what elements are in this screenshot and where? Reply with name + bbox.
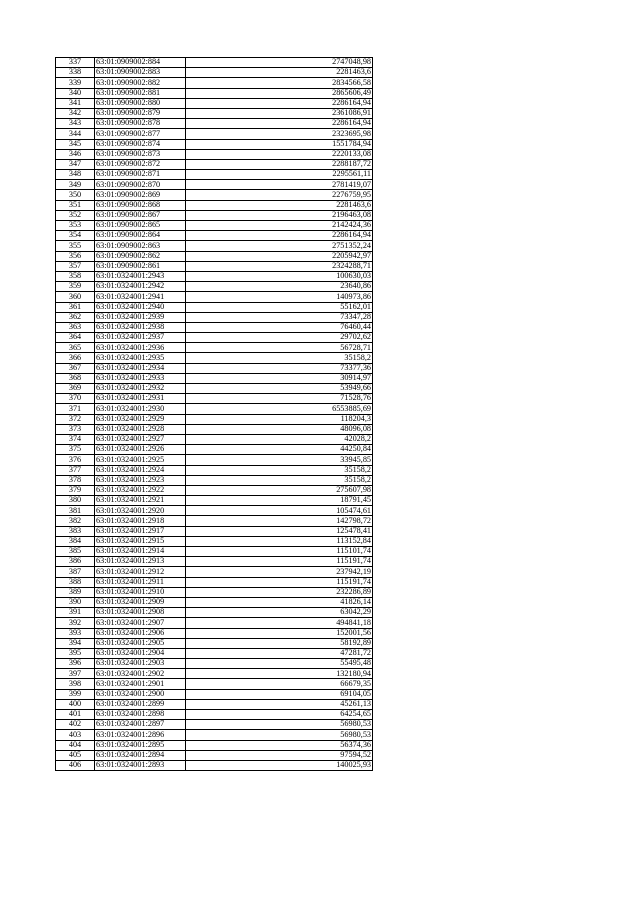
row-number-cell: 352 xyxy=(56,210,95,220)
table-row xyxy=(56,608,373,618)
cadastral-number-cell: 63:01:0324001:2899 xyxy=(95,699,186,709)
row-number-cell: 399 xyxy=(56,689,95,699)
row-number-cell: 358 xyxy=(56,271,95,281)
cadastral-number-cell: 63:01:0909002:881 xyxy=(95,88,186,98)
cadastral-value-cell: 73347,28 xyxy=(186,312,373,322)
cadastral-value-cell: 115191,74 xyxy=(186,557,373,567)
row-number-cell: 403 xyxy=(56,730,95,740)
row-number-cell: 379 xyxy=(56,485,95,495)
row-number-cell: 374 xyxy=(56,434,95,444)
cadastral-value-cell: 113152,84 xyxy=(186,536,373,546)
cadastral-value-cell: 132180,94 xyxy=(186,669,373,679)
cadastral-number-cell: 63:01:0324001:2913 xyxy=(95,557,186,567)
table-row xyxy=(56,648,373,658)
cadastral-value-cell: 45261,13 xyxy=(186,699,373,709)
table-row xyxy=(56,384,373,394)
cadastral-number-cell: 63:01:0324001:2929 xyxy=(95,414,186,424)
row-number-cell: 387 xyxy=(56,567,95,577)
cadastral-number-cell: 63:01:0909002:873 xyxy=(95,149,186,159)
cadastral-number-cell: 63:01:0324001:2938 xyxy=(95,322,186,332)
cadastral-value-cell: 58192,89 xyxy=(186,638,373,648)
row-number-cell: 383 xyxy=(56,526,95,536)
cadastral-value-cell: 56374,36 xyxy=(186,740,373,750)
cadastral-number-cell: 63:01:0909002:867 xyxy=(95,210,186,220)
cadastral-value-cell: 35158,2 xyxy=(186,353,373,363)
cadastral-value-cell: 2286164,94 xyxy=(186,98,373,108)
row-number-cell: 405 xyxy=(56,750,95,760)
table-row xyxy=(56,730,373,740)
cadastral-value-cell: 64254,65 xyxy=(186,710,373,720)
table-row xyxy=(56,587,373,597)
cadastral-number-cell: 63:01:0324001:2936 xyxy=(95,343,186,353)
table-row xyxy=(56,496,373,506)
row-number-cell: 343 xyxy=(56,119,95,129)
row-number-cell: 348 xyxy=(56,170,95,180)
cadastral-value-cell: 237942,19 xyxy=(186,567,373,577)
cadastral-number-cell: 63:01:0909002:872 xyxy=(95,159,186,169)
cadastral-number-cell: 63:01:0324001:2912 xyxy=(95,567,186,577)
table-row xyxy=(56,557,373,567)
cadastral-number-cell: 63:01:0324001:2924 xyxy=(95,465,186,475)
cadastral-number-cell: 63:01:0324001:2900 xyxy=(95,689,186,699)
row-number-cell: 388 xyxy=(56,577,95,587)
cadastral-value-cell: 41826,14 xyxy=(186,597,373,607)
row-number-cell: 366 xyxy=(56,353,95,363)
cadastral-number-cell: 63:01:0324001:2898 xyxy=(95,710,186,720)
cadastral-value-cell: 2834566,58 xyxy=(186,78,373,88)
row-number-cell: 396 xyxy=(56,659,95,669)
cadastral-value-cell: 125478,41 xyxy=(186,526,373,536)
cadastral-number-cell: 63:01:0324001:2937 xyxy=(95,333,186,343)
cadastral-value-cell: 23640,86 xyxy=(186,282,373,292)
table-row xyxy=(56,221,373,231)
cadastral-number-cell: 63:01:0909002:869 xyxy=(95,190,186,200)
row-number-cell: 339 xyxy=(56,78,95,88)
row-number-cell: 402 xyxy=(56,720,95,730)
cadastral-number-cell: 63:01:0909002:877 xyxy=(95,129,186,139)
table-row xyxy=(56,669,373,679)
cadastral-number-cell: 63:01:0324001:2918 xyxy=(95,516,186,526)
cadastral-value-cell: 142798,72 xyxy=(186,516,373,526)
row-number-cell: 351 xyxy=(56,200,95,210)
cadastral-value-cell: 2281463,6 xyxy=(186,200,373,210)
row-number-cell: 394 xyxy=(56,638,95,648)
table-row xyxy=(56,251,373,261)
table-row xyxy=(56,333,373,343)
table-row xyxy=(56,597,373,607)
cadastral-value-cell: 63042,29 xyxy=(186,608,373,618)
row-number-cell: 340 xyxy=(56,88,95,98)
cadastral-value-cell: 140973,86 xyxy=(186,292,373,302)
table-row xyxy=(56,98,373,108)
row-number-cell: 392 xyxy=(56,618,95,628)
cadastral-number-cell: 63:01:0909002:865 xyxy=(95,221,186,231)
row-number-cell: 397 xyxy=(56,669,95,679)
cadastral-number-cell: 63:01:0324001:2926 xyxy=(95,445,186,455)
row-number-cell: 345 xyxy=(56,139,95,149)
cadastral-value-cell: 97594,52 xyxy=(186,750,373,760)
cadastral-number-cell: 63:01:0909002:874 xyxy=(95,139,186,149)
row-number-cell: 404 xyxy=(56,740,95,750)
cadastral-value-cell: 71528,76 xyxy=(186,394,373,404)
row-number-cell: 363 xyxy=(56,322,95,332)
table-row xyxy=(56,547,373,557)
row-number-cell: 367 xyxy=(56,363,95,373)
table-row xyxy=(56,567,373,577)
cadastral-value-cell: 53949,66 xyxy=(186,384,373,394)
cadastral-value-cell: 100630,03 xyxy=(186,271,373,281)
row-number-cell: 346 xyxy=(56,149,95,159)
row-number-cell: 375 xyxy=(56,445,95,455)
row-number-cell: 337 xyxy=(56,58,95,68)
row-number-cell: 362 xyxy=(56,312,95,322)
cadastral-value-cell: 33945,85 xyxy=(186,455,373,465)
table-row xyxy=(56,231,373,241)
cadastral-value-cell: 30914,97 xyxy=(186,373,373,383)
cadastral-number-cell: 63:01:0324001:2931 xyxy=(95,394,186,404)
table-row xyxy=(56,485,373,495)
row-number-cell: 376 xyxy=(56,455,95,465)
table-row xyxy=(56,740,373,750)
table-row xyxy=(56,170,373,180)
cadastral-value-cell: 2142424,36 xyxy=(186,221,373,231)
row-number-cell: 369 xyxy=(56,384,95,394)
cadastral-number-cell: 63:01:0324001:2939 xyxy=(95,312,186,322)
row-number-cell: 373 xyxy=(56,424,95,434)
row-number-cell: 368 xyxy=(56,373,95,383)
table-row xyxy=(56,271,373,281)
cadastral-number-cell: 63:01:0324001:2911 xyxy=(95,577,186,587)
row-number-cell: 355 xyxy=(56,241,95,251)
table-row xyxy=(56,68,373,78)
row-number-cell: 342 xyxy=(56,108,95,118)
cadastral-number-cell: 63:01:0324001:2925 xyxy=(95,455,186,465)
cadastral-number-cell: 63:01:0909002:868 xyxy=(95,200,186,210)
table-row xyxy=(56,394,373,404)
cadastral-value-cell: 6553885,69 xyxy=(186,404,373,414)
cadastral-number-cell: 63:01:0324001:2932 xyxy=(95,384,186,394)
table-row xyxy=(56,149,373,159)
row-number-cell: 372 xyxy=(56,414,95,424)
row-number-cell: 393 xyxy=(56,628,95,638)
table-row xyxy=(56,638,373,648)
table-row xyxy=(56,180,373,190)
cadastral-value-cell: 494841,18 xyxy=(186,618,373,628)
cadastral-number-cell: 63:01:0909002:864 xyxy=(95,231,186,241)
table-row xyxy=(56,526,373,536)
table-row xyxy=(56,292,373,302)
row-number-cell: 361 xyxy=(56,302,95,312)
cadastral-value-cell: 2865606,49 xyxy=(186,88,373,98)
cadastral-value-cell: 35158,2 xyxy=(186,475,373,485)
cadastral-value-cell: 118204,3 xyxy=(186,414,373,424)
table-row xyxy=(56,210,373,220)
cadastral-value-cell: 48096,08 xyxy=(186,424,373,434)
row-number-cell: 341 xyxy=(56,98,95,108)
cadastral-number-cell: 63:01:0909002:878 xyxy=(95,119,186,129)
cadastral-number-cell: 63:01:0324001:2907 xyxy=(95,618,186,628)
row-number-cell: 354 xyxy=(56,231,95,241)
table-row xyxy=(56,465,373,475)
cadastral-number-cell: 63:01:0324001:2930 xyxy=(95,404,186,414)
cadastral-number-cell: 63:01:0324001:2943 xyxy=(95,271,186,281)
table-row xyxy=(56,139,373,149)
table-row xyxy=(56,78,373,88)
cadastral-number-cell: 63:01:0324001:2927 xyxy=(95,434,186,444)
cadastral-value-cell: 1551784,94 xyxy=(186,139,373,149)
row-number-cell: 381 xyxy=(56,506,95,516)
row-number-cell: 378 xyxy=(56,475,95,485)
row-number-cell: 398 xyxy=(56,679,95,689)
table-row xyxy=(56,760,373,770)
cadastral-number-cell: 63:01:0324001:2904 xyxy=(95,648,186,658)
cadastral-value-cell: 42028,2 xyxy=(186,434,373,444)
cadastral-value-cell: 2361086,91 xyxy=(186,108,373,118)
table-row xyxy=(56,699,373,709)
cadastral-value-cell: 275607,98 xyxy=(186,485,373,495)
table-row xyxy=(56,720,373,730)
row-number-cell: 371 xyxy=(56,404,95,414)
cadastral-value-cell: 2286164,94 xyxy=(186,119,373,129)
row-number-cell: 356 xyxy=(56,251,95,261)
cadastral-value-cell: 232286,89 xyxy=(186,587,373,597)
cadastral-value-cell: 152001,56 xyxy=(186,628,373,638)
table-row xyxy=(56,363,373,373)
row-number-cell: 385 xyxy=(56,547,95,557)
cadastral-number-cell: 63:01:0324001:2922 xyxy=(95,485,186,495)
row-number-cell: 364 xyxy=(56,333,95,343)
cadastral-number-cell: 63:01:0324001:2909 xyxy=(95,597,186,607)
table-row xyxy=(56,353,373,363)
cadastral-value-cell: 29702,62 xyxy=(186,333,373,343)
cadastral-number-cell: 63:01:0909002:862 xyxy=(95,251,186,261)
table-row xyxy=(56,455,373,465)
row-number-cell: 406 xyxy=(56,760,95,770)
table-row xyxy=(56,414,373,424)
cadastral-value-cell: 2295561,11 xyxy=(186,170,373,180)
cadastral-number-cell: 63:01:0909002:870 xyxy=(95,180,186,190)
table-row xyxy=(56,424,373,434)
cadastral-value-cell: 2281463,6 xyxy=(186,68,373,78)
cadastral-value-cell: 2205942,97 xyxy=(186,251,373,261)
cadastral-value-cell: 55162,01 xyxy=(186,302,373,312)
cadastral-number-cell: 63:01:0324001:2906 xyxy=(95,628,186,638)
cadastral-value-cell: 2323695,98 xyxy=(186,129,373,139)
cadastral-number-cell: 63:01:0324001:2895 xyxy=(95,740,186,750)
cadastral-number-cell: 63:01:0324001:2914 xyxy=(95,547,186,557)
table-row xyxy=(56,261,373,271)
cadastral-number-cell: 63:01:0909002:861 xyxy=(95,261,186,271)
table-row xyxy=(56,577,373,587)
row-number-cell: 359 xyxy=(56,282,95,292)
table-row xyxy=(56,628,373,638)
cadastral-value-cell: 56728,71 xyxy=(186,343,373,353)
table-row xyxy=(56,710,373,720)
cadastral-value-cell: 115191,74 xyxy=(186,577,373,587)
table-row xyxy=(56,434,373,444)
cadastral-number-cell: 63:01:0909002:880 xyxy=(95,98,186,108)
cadastral-number-cell: 63:01:0324001:2901 xyxy=(95,679,186,689)
cadastral-number-cell: 63:01:0324001:2915 xyxy=(95,536,186,546)
cadastral-value-cell: 18791,45 xyxy=(186,496,373,506)
table-row xyxy=(56,618,373,628)
cadastral-value-cell: 2276759,95 xyxy=(186,190,373,200)
cadastral-value-cell: 69104,05 xyxy=(186,689,373,699)
table-row xyxy=(56,536,373,546)
row-number-cell: 347 xyxy=(56,159,95,169)
table-row xyxy=(56,108,373,118)
cadastral-number-cell: 63:01:0324001:2902 xyxy=(95,669,186,679)
table-row xyxy=(56,689,373,699)
cadastral-value-cell: 56980,53 xyxy=(186,730,373,740)
cadastral-number-cell: 63:01:0324001:2941 xyxy=(95,292,186,302)
table-row xyxy=(56,129,373,139)
row-number-cell: 380 xyxy=(56,496,95,506)
cadastral-value-cell: 35158,2 xyxy=(186,465,373,475)
cadastral-value-cell: 73377,36 xyxy=(186,363,373,373)
row-number-cell: 395 xyxy=(56,648,95,658)
table-row xyxy=(56,190,373,200)
row-number-cell: 391 xyxy=(56,608,95,618)
table-row xyxy=(56,659,373,669)
cadastral-value-cell: 105474,61 xyxy=(186,506,373,516)
cadastral-value-cell: 2286164,94 xyxy=(186,231,373,241)
row-number-cell: 344 xyxy=(56,129,95,139)
row-number-cell: 401 xyxy=(56,710,95,720)
cadastral-value-table xyxy=(55,57,373,771)
table-row xyxy=(56,119,373,129)
cadastral-number-cell: 63:01:0909002:882 xyxy=(95,78,186,88)
row-number-cell: 377 xyxy=(56,465,95,475)
row-number-cell: 384 xyxy=(56,536,95,546)
table-row xyxy=(56,159,373,169)
row-number-cell: 370 xyxy=(56,394,95,404)
cadastral-value-cell: 2324288,71 xyxy=(186,261,373,271)
table-row xyxy=(56,404,373,414)
cadastral-number-cell: 63:01:0324001:2897 xyxy=(95,720,186,730)
row-number-cell: 357 xyxy=(56,261,95,271)
cadastral-number-cell: 63:01:0909002:884 xyxy=(95,58,186,68)
cadastral-value-cell: 2220133,08 xyxy=(186,149,373,159)
cadastral-value-cell: 2196463,08 xyxy=(186,210,373,220)
cadastral-number-cell: 63:01:0909002:871 xyxy=(95,170,186,180)
cadastral-number-cell: 63:01:0324001:2934 xyxy=(95,363,186,373)
row-number-cell: 400 xyxy=(56,699,95,709)
cadastral-number-cell: 63:01:0324001:2933 xyxy=(95,373,186,383)
row-number-cell: 360 xyxy=(56,292,95,302)
cadastral-number-cell: 63:01:0324001:2923 xyxy=(95,475,186,485)
table-row xyxy=(56,750,373,760)
table-body xyxy=(56,58,373,771)
cadastral-number-cell: 63:01:0324001:2896 xyxy=(95,730,186,740)
cadastral-value-cell: 115101,74 xyxy=(186,547,373,557)
cadastral-value-cell: 2747048,98 xyxy=(186,58,373,68)
table-row xyxy=(56,200,373,210)
row-number-cell: 382 xyxy=(56,516,95,526)
table-row xyxy=(56,88,373,98)
cadastral-value-cell: 56980,53 xyxy=(186,720,373,730)
cadastral-number-cell: 63:01:0909002:883 xyxy=(95,68,186,78)
row-number-cell: 386 xyxy=(56,557,95,567)
table-row xyxy=(56,58,373,68)
cadastral-number-cell: 63:01:0909002:879 xyxy=(95,108,186,118)
table-row xyxy=(56,282,373,292)
cadastral-number-cell: 63:01:0909002:863 xyxy=(95,241,186,251)
row-number-cell: 365 xyxy=(56,343,95,353)
cadastral-value-cell: 44250,84 xyxy=(186,445,373,455)
table-row xyxy=(56,322,373,332)
table-row xyxy=(56,506,373,516)
table-row xyxy=(56,679,373,689)
table-row xyxy=(56,343,373,353)
cadastral-number-cell: 63:01:0324001:2905 xyxy=(95,638,186,648)
row-number-cell: 389 xyxy=(56,587,95,597)
row-number-cell: 349 xyxy=(56,180,95,190)
cadastral-number-cell: 63:01:0324001:2920 xyxy=(95,506,186,516)
cadastral-number-cell: 63:01:0324001:2893 xyxy=(95,760,186,770)
cadastral-number-cell: 63:01:0324001:2940 xyxy=(95,302,186,312)
table-row xyxy=(56,241,373,251)
cadastral-number-cell: 63:01:0324001:2917 xyxy=(95,526,186,536)
cadastral-number-cell: 63:01:0324001:2908 xyxy=(95,608,186,618)
cadastral-value-cell: 66679,35 xyxy=(186,679,373,689)
cadastral-value-cell: 47281,72 xyxy=(186,648,373,658)
row-number-cell: 338 xyxy=(56,68,95,78)
cadastral-number-cell: 63:01:0324001:2910 xyxy=(95,587,186,597)
cadastral-value-cell: 140025,93 xyxy=(186,760,373,770)
cadastral-value-cell: 55495,48 xyxy=(186,659,373,669)
table-row xyxy=(56,445,373,455)
table-row xyxy=(56,516,373,526)
table-row xyxy=(56,373,373,383)
table-row xyxy=(56,302,373,312)
cadastral-number-cell: 63:01:0324001:2942 xyxy=(95,282,186,292)
cadastral-number-cell: 63:01:0324001:2894 xyxy=(95,750,186,760)
cadastral-value-cell: 76460,44 xyxy=(186,322,373,332)
cadastral-value-cell: 2751352,24 xyxy=(186,241,373,251)
cadastral-number-cell: 63:01:0324001:2928 xyxy=(95,424,186,434)
table-row xyxy=(56,312,373,322)
cadastral-value-cell: 2781419,07 xyxy=(186,180,373,190)
cadastral-number-cell: 63:01:0324001:2921 xyxy=(95,496,186,506)
row-number-cell: 390 xyxy=(56,597,95,607)
row-number-cell: 353 xyxy=(56,221,95,231)
cadastral-value-cell: 2288187,72 xyxy=(186,159,373,169)
cadastral-number-cell: 63:01:0324001:2935 xyxy=(95,353,186,363)
row-number-cell: 350 xyxy=(56,190,95,200)
table-row xyxy=(56,475,373,485)
cadastral-number-cell: 63:01:0324001:2903 xyxy=(95,659,186,669)
